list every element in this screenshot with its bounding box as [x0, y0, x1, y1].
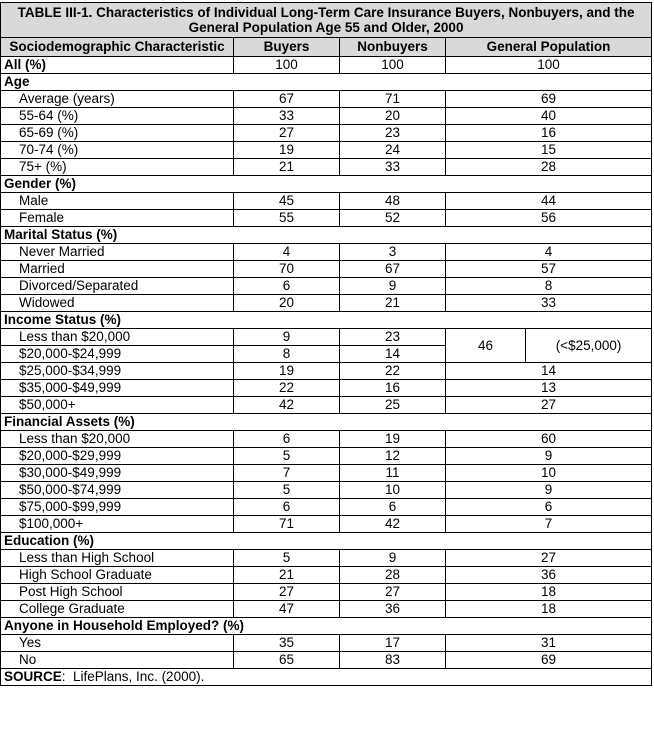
table-row: [1, 193, 652, 210]
cell-general: 100: [446, 57, 652, 74]
cell-general: 14: [446, 363, 652, 380]
row-label: $50,000-$74,999: [1, 482, 234, 499]
cell-nonbuyers: 14: [340, 346, 446, 363]
cell-general: 36: [446, 567, 652, 584]
cell-nonbuyers: 33: [340, 159, 446, 176]
cell-nonbuyers: 17: [340, 635, 446, 652]
cell-nonbuyers: 71: [340, 91, 446, 108]
section-header-row: [1, 312, 652, 329]
table-row: [1, 329, 652, 346]
row-label: $50,000+: [1, 397, 234, 414]
row-label: $20,000-$29,999: [1, 448, 234, 465]
cell-general: 31: [446, 635, 652, 652]
row-label: Never Married: [1, 244, 234, 261]
row-label: Divorced/Separated: [1, 278, 234, 295]
section-header-income: Income Status (%): [1, 312, 652, 329]
cell-general: 13: [446, 380, 652, 397]
source-row: [1, 669, 652, 686]
cell-buyers: 5: [234, 448, 340, 465]
table-row: [1, 516, 652, 533]
cell-buyers: 27: [234, 584, 340, 601]
cell-general: 7: [446, 516, 652, 533]
section-header-education: Education (%): [1, 533, 652, 550]
cell-nonbuyers: 100: [340, 57, 446, 74]
cell-buyers: 42: [234, 397, 340, 414]
cell-buyers: 70: [234, 261, 340, 278]
column-header-characteristic: Sociodemographic Characteristic: [1, 38, 234, 57]
cell-nonbuyers: 16: [340, 380, 446, 397]
cell-nonbuyers: 67: [340, 261, 446, 278]
cell-nonbuyers: 9: [340, 278, 446, 295]
row-label: Less than High School: [1, 550, 234, 567]
row-label-all: All (%): [1, 57, 234, 74]
cell-general: 27: [446, 550, 652, 567]
cell-nonbuyers: 36: [340, 601, 446, 618]
cell-general: 4: [446, 244, 652, 261]
cell-buyers: 6: [234, 431, 340, 448]
cell-buyers: 6: [234, 278, 340, 295]
table-row: [1, 652, 652, 669]
row-label: $30,000-$49,999: [1, 465, 234, 482]
cell-general: 33: [446, 295, 652, 312]
row-label: Married: [1, 261, 234, 278]
cell-general: 18: [446, 601, 652, 618]
cell-buyers: 55: [234, 210, 340, 227]
table-row: [1, 363, 652, 380]
table-row: [1, 465, 652, 482]
cell-nonbuyers: 48: [340, 193, 446, 210]
row-label: $100,000+: [1, 516, 234, 533]
cell-buyers: 65: [234, 652, 340, 669]
cell-nonbuyers: 19: [340, 431, 446, 448]
cell-nonbuyers: 42: [340, 516, 446, 533]
cell-nonbuyers: 6: [340, 499, 446, 516]
table-row: [1, 499, 652, 516]
section-header-row: [1, 227, 652, 244]
cell-nonbuyers: 12: [340, 448, 446, 465]
row-label: $75,000-$99,999: [1, 499, 234, 516]
cell-nonbuyers: 3: [340, 244, 446, 261]
cell-buyers: 19: [234, 142, 340, 159]
cell-nonbuyers: 20: [340, 108, 446, 125]
cell-general: 9: [446, 482, 652, 499]
cell-general: 44: [446, 193, 652, 210]
table-row: [1, 108, 652, 125]
section-header-row: [1, 176, 652, 193]
cell-nonbuyers: 83: [340, 652, 446, 669]
cell-general: 40: [446, 108, 652, 125]
table-row: [1, 295, 652, 312]
section-header-row: [1, 414, 652, 431]
cell-nonbuyers: 23: [340, 125, 446, 142]
table-row: [1, 210, 652, 227]
source-text: : LifePlans, Inc. (2000).: [61, 669, 205, 684]
table-row: [1, 584, 652, 601]
section-header-row: [1, 533, 652, 550]
cell-buyers: 22: [234, 380, 340, 397]
row-label: $25,000-$34,999: [1, 363, 234, 380]
cell-general: 9: [446, 448, 652, 465]
cell-buyers: 71: [234, 516, 340, 533]
cell-general: 10: [446, 465, 652, 482]
column-header-nonbuyers: Nonbuyers: [340, 38, 446, 57]
cell-nonbuyers: 28: [340, 567, 446, 584]
source-note: [1, 669, 652, 686]
row-label: College Graduate: [1, 601, 234, 618]
row-label: 55-64 (%): [1, 108, 234, 125]
cell-buyers: 5: [234, 482, 340, 499]
table-row: [1, 567, 652, 584]
row-label: Female: [1, 210, 234, 227]
column-header-general-population: General Population: [446, 38, 652, 57]
cell-general: 69: [446, 652, 652, 669]
table-row: [1, 261, 652, 278]
table-row: [1, 91, 652, 108]
cell-general: 57: [446, 261, 652, 278]
cell-buyers: 47: [234, 601, 340, 618]
cell-buyers: 6: [234, 499, 340, 516]
column-header-buyers: Buyers: [234, 38, 340, 57]
cell-buyers: 5: [234, 550, 340, 567]
row-label: Post High School: [1, 584, 234, 601]
cell-buyers: 4: [234, 244, 340, 261]
cell-nonbuyers: 11: [340, 465, 446, 482]
table-title: TABLE III-1. Characteristics of Individual Long-Term Care Insurance Buyers, Nonbuyers, and the General Population Age 55 and Older, 2000: [1, 3, 652, 38]
row-label: Male: [1, 193, 234, 210]
cell-buyers: 35: [234, 635, 340, 652]
cell-nonbuyers: 10: [340, 482, 446, 499]
cell-buyers: 7: [234, 465, 340, 482]
table-row: [1, 550, 652, 567]
cell-nonbuyers: 27: [340, 584, 446, 601]
row-label: Average (years): [1, 91, 234, 108]
table-row: [1, 244, 652, 261]
table-row: [1, 448, 652, 465]
cell-nonbuyers: 52: [340, 210, 446, 227]
cell-general: 27: [446, 397, 652, 414]
table-row: [1, 431, 652, 448]
table-row: [1, 380, 652, 397]
cell-buyers: 9: [234, 329, 340, 346]
cell-buyers: 8: [234, 346, 340, 363]
row-label: 75+ (%): [1, 159, 234, 176]
cell-buyers: 67: [234, 91, 340, 108]
cell-general: 69: [446, 91, 652, 108]
cell-buyers: 20: [234, 295, 340, 312]
cell-nonbuyers: 23: [340, 329, 446, 346]
cell-general: 6: [446, 499, 652, 516]
section-header-row: [1, 74, 652, 91]
row-label: Yes: [1, 635, 234, 652]
cell-general: 15: [446, 142, 652, 159]
row-label: 65-69 (%): [1, 125, 234, 142]
cell-general-merged-note: (<$25,000): [526, 329, 652, 363]
cell-buyers: 33: [234, 108, 340, 125]
row-label: No: [1, 652, 234, 669]
cell-general: 60: [446, 431, 652, 448]
cell-buyers: 27: [234, 125, 340, 142]
section-header-age: Age: [1, 74, 652, 91]
cell-general: 18: [446, 584, 652, 601]
cell-general: 8: [446, 278, 652, 295]
cell-nonbuyers: 9: [340, 550, 446, 567]
cell-buyers: 45: [234, 193, 340, 210]
table-row: [1, 159, 652, 176]
cell-general: 56: [446, 210, 652, 227]
cell-buyers: 19: [234, 363, 340, 380]
table-row: [1, 601, 652, 618]
cell-buyers: 21: [234, 159, 340, 176]
table-row: [1, 482, 652, 499]
row-label: 70-74 (%): [1, 142, 234, 159]
row-label: $35,000-$49,999: [1, 380, 234, 397]
characteristics-table: [0, 2, 652, 686]
section-header-gender: Gender (%): [1, 176, 652, 193]
cell-general: 16: [446, 125, 652, 142]
source-label: SOURCE: [4, 669, 62, 684]
section-header-employed: Anyone in Household Employed? (%): [1, 618, 652, 635]
table-row: [1, 397, 652, 414]
table-row: [1, 125, 652, 142]
cell-buyers: 21: [234, 567, 340, 584]
cell-nonbuyers: 21: [340, 295, 446, 312]
row-label: High School Graduate: [1, 567, 234, 584]
row-label: $20,000-$24,999: [1, 346, 234, 363]
cell-nonbuyers: 22: [340, 363, 446, 380]
row-label: Less than $20,000: [1, 431, 234, 448]
row-label: Widowed: [1, 295, 234, 312]
section-header-assets: Financial Assets (%): [1, 414, 652, 431]
row-label: Less than $20,000: [1, 329, 234, 346]
cell-general: 28: [446, 159, 652, 176]
section-header-marital: Marital Status (%): [1, 227, 652, 244]
table-row: [1, 278, 652, 295]
table-row: [1, 635, 652, 652]
table-row: [1, 57, 652, 74]
table-row: [1, 142, 652, 159]
cell-general-merged: 46: [446, 329, 526, 363]
cell-nonbuyers: 25: [340, 397, 446, 414]
cell-buyers: 100: [234, 57, 340, 74]
cell-nonbuyers: 24: [340, 142, 446, 159]
section-header-row: [1, 618, 652, 635]
